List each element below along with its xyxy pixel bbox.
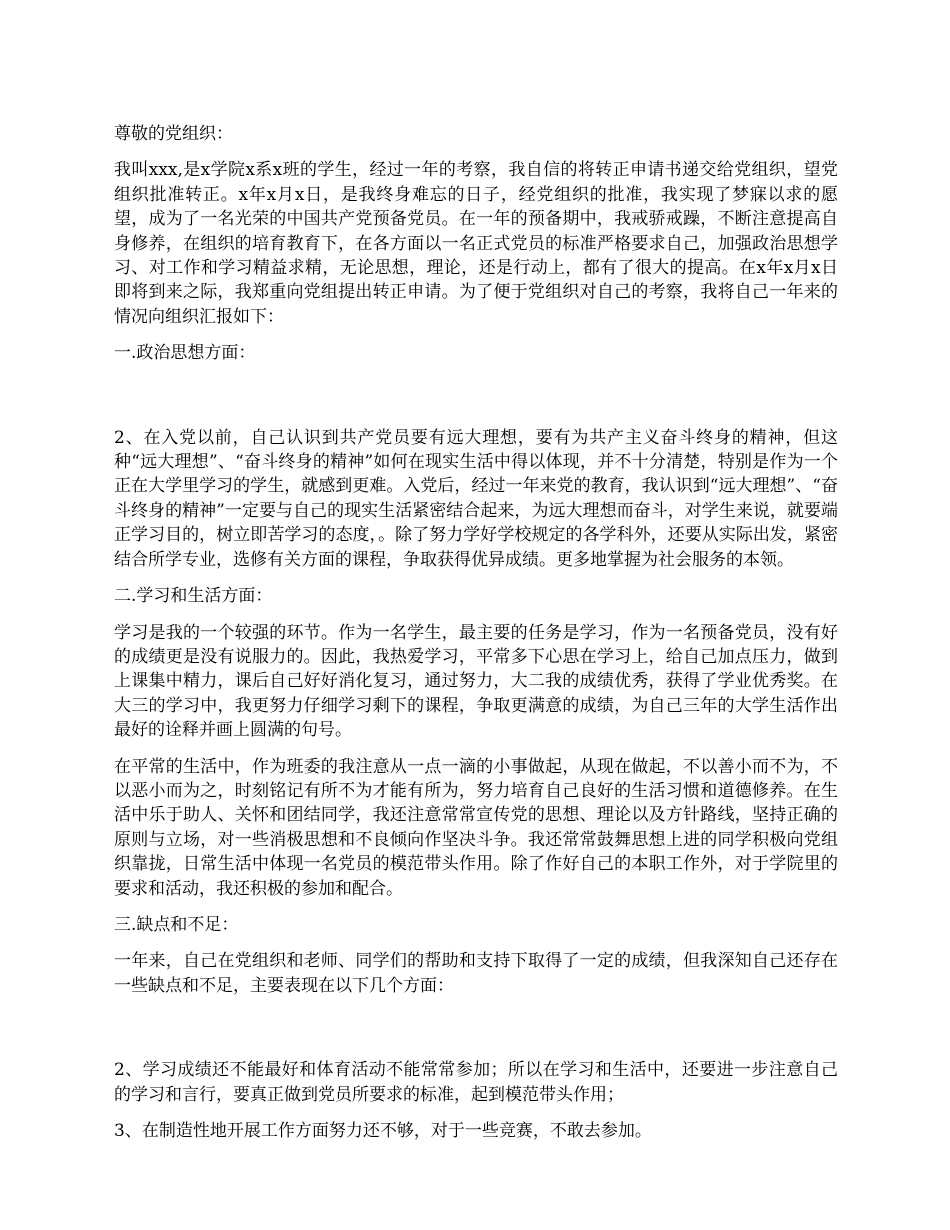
section2-paragraph-2: 在平常的生活中，作为班委的我注意从一点一滴的小事做起，从现在做起，不以善小而不为，不以恶小而为之，时刻铭记有所不为才能有所为，努力培育自己良好的生活习惯和道德修养。在生活中乐于助人、关怀和团结同学，我还注意常常宣传党的思想、理论以及方针路线，坚持正确的原则与立场，对一些消极思想和不良倾向作坚决斗争。我还常常鼓舞思想上进的同学积极向党组织靠拢，日常生活中体现一名党员的模范带头作用。除了作好自己的本职工作外，对于学院里的要求和活动，我还积极的参加和配合。 xyxy=(114,756,838,899)
salutation: 尊敬的党组织： xyxy=(114,124,233,144)
section1-heading: 一.政治思想方面： xyxy=(114,343,256,364)
section3-item-2: 2、学习成绩还不能最好和体育活动不能常常参加；所以在学习和生活中，还要进一步注意自己的学习和言行，要真正做到党员所要求的标准，起到模范带头作用； xyxy=(114,1060,838,1105)
intro-paragraph: 我叫xxx,是x学院x系x班的学生，经过一年的考察，我自信的将转正申请书递交给党组织，望党组织批准转正。x年x月x日，是我终身难忘的日子，经党组织的批准，我实现了梦寐以求的愿望，成为了一名光荣的中国共产党预备党员。在一年的预备期中，我戒骄戒躁，不断注意提高自身修养，在组织的培育教育下，在各方面以一名正式党员的标准严格要求自己，加强政治思想学习、对工作和学习精益求精，无论思想，理论，还是行动上，都有了很大的提高。在x年x月x日即将到来之际，我郑重向党组提出转正申请。为了便于党组织对自己的考察，我将自己一年来的情况向组织汇报如下： xyxy=(114,160,838,327)
section3-heading: 三.缺点和不足： xyxy=(114,914,239,935)
section2-heading: 二.学习和生活方面： xyxy=(114,586,273,607)
section1-paragraph-2: 2、在入党以前，自己认识到共产党员要有远大理想，要有为共产主义奋斗终身的精神，但这种“远大理想”、“奋斗终身的精神”如何在现实生活中得以体现，并不十分清楚，特别是作为一个正在大学里学习的学生，就感到更难。入党后，经过一年来党的教育，我认识到“远大理想”、“奋斗终身的精神”一定要与自己的现实生活紧密结合起来，为远大理想而奋斗，对学生来说，就要端正学习目的，树立即苦学习的态度，。除了努力学好学校规定的各学科外，还要从实际出发，紧密结合所学专业，选修有关方面的课程，争取获得优异成绩。更多地掌握为社会服务的本领。 xyxy=(114,427,838,570)
section2-paragraph-1: 学习是我的一个较强的环节。作为一名学生，最主要的任务是学习，作为一名预备党员，没有好的成绩更是没有说服力的。因此，我热爱学习，平常多下心思在学习上，给自己加点压力，做到上课集中精力，课后自己好好消化复习，通过努力，大二我的成绩优秀，获得了学业优秀奖。在大三的学习中，我更努力仔细学习剩下的课程，争取更满意的成绩，为自己三年的大学生活作出最好的诠释并画上圆满的句号。 xyxy=(114,622,838,741)
section3-intro: 一年来，自己在党组织和老师、同学们的帮助和支持下取得了一定的成绩，但我深知自己还存在一些缺点和不足，主要表现在以下几个方面： xyxy=(114,951,838,996)
section3-item-3: 3、在制造性地开展工作方面努力还不够，对于一些竞赛，不敢去参加。 xyxy=(114,1121,652,1141)
